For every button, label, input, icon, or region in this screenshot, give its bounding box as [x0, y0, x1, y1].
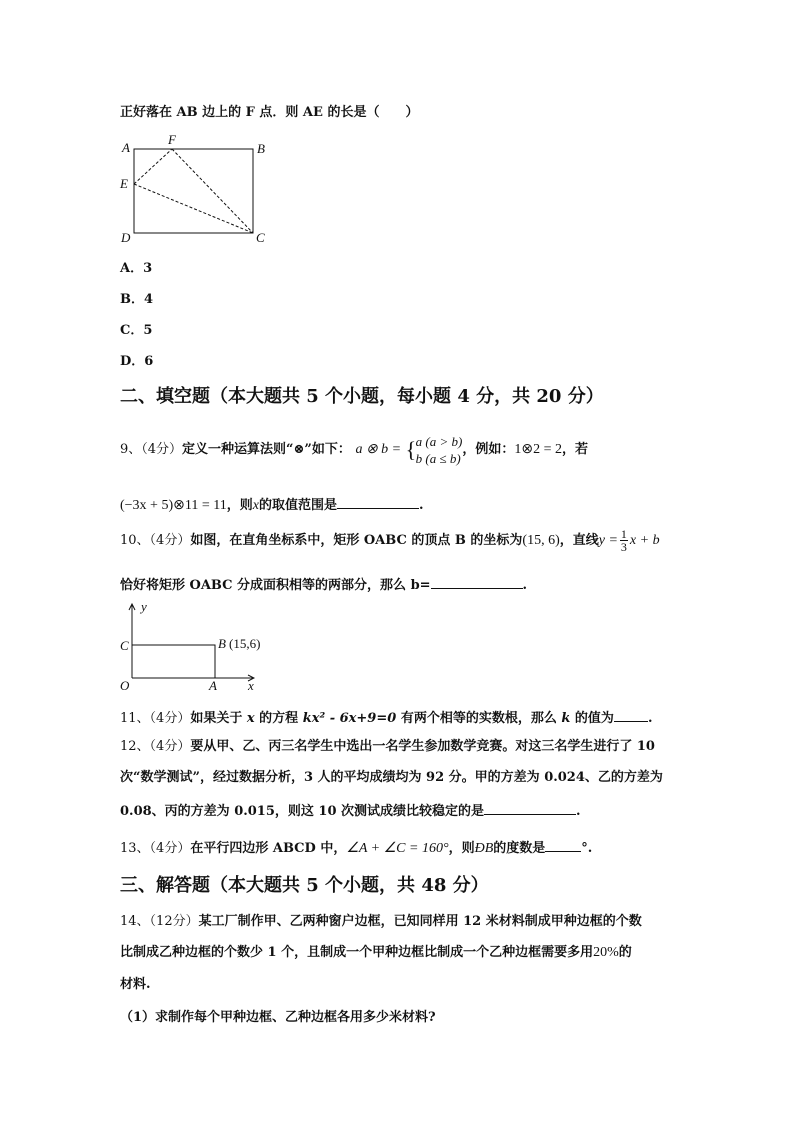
q9-line2-expr: (−3x + 5)⊗11 = 11	[120, 498, 227, 513]
label-c: C	[256, 230, 265, 245]
q9-case1: a (a > b)	[415, 433, 463, 449]
label-y: y	[141, 599, 147, 614]
q14-sub1: （1）求制作每个甲种边框、乙种边框各用多少米材料?	[120, 1010, 436, 1025]
label-b: B	[218, 636, 226, 651]
q11-text3: 有两个相等的实数根，那么	[400, 711, 557, 726]
q9-text1: 定义一种运算法则“⊗”如下：	[182, 442, 351, 457]
q9-end: .	[418, 498, 424, 513]
q12-end: .	[576, 804, 581, 819]
q9-cases	[406, 433, 463, 467]
q11-text2: 的方程	[259, 711, 299, 726]
section-3-title: 三、解答题（本大题共 5 个小题，共 48 分）	[120, 875, 489, 896]
rectangle-oabc	[132, 645, 215, 678]
q11-line	[120, 708, 652, 727]
q12-line2: 次“数学测试”，经过数据分析，3 人的平均成绩均为 92 分。甲的方差为 0.024、乙的方差为	[120, 770, 663, 785]
q10-line1	[120, 524, 660, 558]
option-d: D．6	[120, 354, 154, 369]
label-a: A	[122, 140, 130, 155]
q10-end: .	[522, 578, 528, 593]
q10-text1: 如图，在直角坐标系中，矩形 OABC 的顶点 B 的坐标为	[190, 533, 523, 548]
q10-line2	[120, 575, 527, 594]
q9-line2-text2: 的取值范围是	[258, 498, 337, 513]
q14-line2b: 的	[618, 945, 632, 960]
q9-line1	[120, 432, 588, 468]
q12-line1-text: 要从甲、乙、丙三名学生中选出一名学生参加数学竞赛。对这三名学生进行了 10	[190, 739, 655, 754]
q10-coordinate-figure	[112, 598, 272, 693]
q11-answer-blank[interactable]	[614, 708, 648, 722]
label-a: A	[209, 678, 217, 693]
q9-example: 1⊗2 = 2	[514, 442, 562, 457]
q13-text2: ，则	[448, 841, 475, 856]
q10-fraction	[620, 528, 628, 553]
q9-answer-blank[interactable]	[337, 495, 419, 509]
q14-line1-text: 某工厂制作甲、乙两种窗户边框，已知同样用 12 米材料制成甲种边框的个数	[198, 914, 642, 929]
label-f: F	[168, 132, 176, 147]
q9-var: x	[252, 498, 259, 513]
q9-line2-text: ，则	[226, 498, 253, 513]
section-2-title: 二、填空题（本大题共 5 个小题，每小题 4 分，共 20 分）	[120, 386, 604, 407]
q14-number: 14、（12分）	[120, 914, 199, 929]
q11-end: .	[647, 711, 653, 726]
frac-den: 3	[620, 540, 627, 554]
label-x: x	[248, 678, 254, 693]
label-d: D	[121, 230, 131, 245]
rectangle-abcd	[134, 149, 253, 233]
option-c: C．5	[120, 323, 153, 338]
q14-line2	[120, 945, 632, 961]
q10-eq-rest: x + b	[629, 533, 660, 548]
q9-text2: ，例如：	[462, 442, 515, 457]
q11-text1: 如果关于	[190, 711, 243, 726]
q12-answer-blank[interactable]	[484, 801, 576, 815]
label-e: E	[120, 176, 128, 191]
label-b: B	[257, 141, 265, 156]
q10-answer-blank[interactable]	[431, 575, 523, 589]
q13-answer-blank[interactable]	[545, 838, 581, 852]
q11-text4: 的值为	[574, 711, 614, 726]
q13-number: 13、（4分）	[120, 841, 191, 856]
q13-angle: ÐB	[474, 841, 494, 856]
q9-def-lhs: a ⊗ b =	[355, 442, 402, 457]
q12-line3	[120, 801, 581, 820]
q9-case2: b (a ≤ b)	[415, 450, 461, 466]
q10-eq-y: y =	[598, 533, 618, 548]
q10-number: 10、（4分）	[120, 533, 191, 548]
q14-line3: 材料.	[120, 977, 151, 992]
q10-coord: (15, 6)	[522, 533, 560, 548]
brace-icon: {	[405, 436, 417, 462]
q10-line2-text: 恰好将矩形 OABC 分成面积相等的两部分，那么 b=	[120, 578, 431, 593]
label-b-coord: (15,6)	[229, 636, 261, 651]
q14-percent: 20%	[593, 945, 619, 960]
q13-text1: 在平行四边形 ABCD 中，	[190, 841, 347, 856]
option-b: B．4	[120, 292, 154, 307]
q11-equation: kx² - 6x+9=0	[302, 711, 397, 726]
q10-text2: ，直线	[559, 533, 599, 548]
option-a: A．3	[120, 261, 153, 276]
q13-end: °.	[581, 841, 593, 856]
q11-number: 11、（4分）	[120, 711, 191, 726]
q11-var-x: x	[246, 711, 255, 726]
q12-number: 12、（4分）	[120, 739, 191, 754]
q13-line	[120, 838, 592, 857]
q9-text3: ，若	[562, 442, 589, 457]
q14-line1	[120, 914, 642, 930]
label-c: C	[120, 638, 129, 653]
q12-line1	[120, 739, 655, 755]
q14-line2a: 比制成乙种边框的个数少 1 个，且制成一个甲种边框比制成一个乙种边框需要多用	[120, 945, 594, 960]
q8-stem: 正好落在 AB 边上的 F 点．则 AE 的长是（ ）	[120, 105, 419, 120]
q13-text3: 的度数是	[493, 841, 546, 856]
q12-line3-text: 0.08、丙的方差为 0.015，则这 10 次测试成绩比较稳定的是	[120, 804, 485, 819]
fold-line-fc	[172, 149, 253, 233]
fold-line-ef	[134, 149, 172, 184]
frac-num: 1	[620, 527, 627, 541]
q13-expr: ∠A + ∠C = 160°	[346, 841, 449, 856]
label-o: O	[120, 678, 130, 693]
q8-rectangle-figure	[114, 132, 274, 247]
q9-line2	[120, 495, 423, 514]
q9-number: 9、（4分）	[120, 442, 183, 457]
q11-var-k: k	[561, 711, 571, 726]
fold-line-ec	[134, 184, 253, 233]
